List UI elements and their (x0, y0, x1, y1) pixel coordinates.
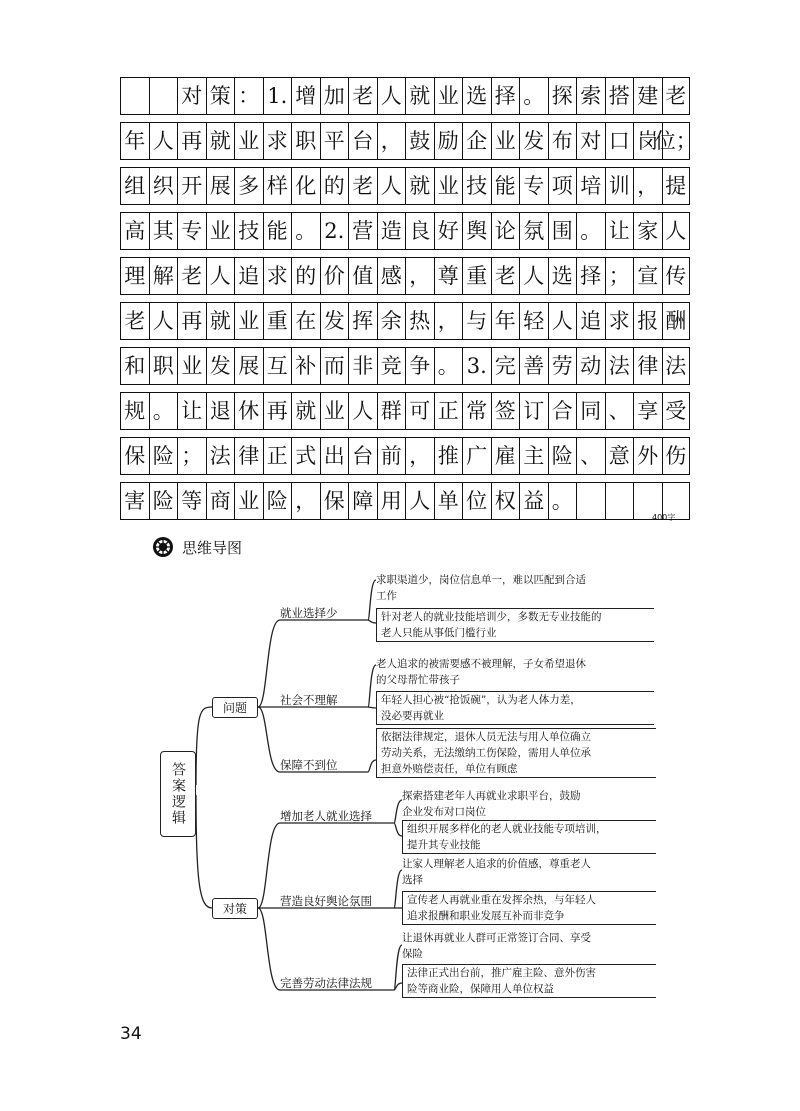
grid-cell: 就 (405, 167, 434, 205)
grid-cell: 化 (291, 167, 320, 205)
grid-cell: 平 (320, 122, 349, 160)
leaf-text (402, 964, 656, 998)
section-heading (152, 536, 242, 558)
word-count: 400字 (652, 513, 676, 522)
grid-cell: 正 (263, 437, 292, 475)
grid-cell: 好 (434, 212, 463, 250)
grid-cell: 休 (234, 392, 263, 430)
grid-cell: 选 (548, 257, 577, 295)
grid-cell: 权 (491, 482, 520, 520)
grid-cell: 感 (377, 257, 406, 295)
grid-cell: 法 (662, 347, 691, 385)
grid-cell: 追 (576, 302, 605, 340)
grid-cell: 非 (348, 347, 377, 385)
grid-cell: 3. (462, 347, 491, 385)
grid-cell: 训 (605, 167, 634, 205)
grid-cell: 论 (491, 212, 520, 250)
grid-cell: 动 (576, 347, 605, 385)
grid-row (120, 122, 697, 160)
grid-cell: 展 (206, 167, 235, 205)
grid-cell: ， (633, 167, 662, 205)
section-title: 思维导图 (182, 538, 243, 557)
leaf-line: 老人只能从事低门槛行业 (381, 627, 497, 639)
grid-cell: 再 (177, 302, 206, 340)
grid-cell: 老 (177, 257, 206, 295)
grid-cell: 群 (377, 392, 406, 430)
grid-cell: 热 (405, 302, 434, 340)
grid-cell: 前 (377, 437, 406, 475)
leaf-text (376, 572, 586, 604)
grid-cell: 业 (320, 392, 349, 430)
grid-row (120, 257, 690, 295)
grid-cell: 法 (605, 347, 634, 385)
grid-cell: 策 (206, 77, 235, 115)
grid-cell: 选 (462, 77, 491, 115)
grid-cell: 与 (462, 302, 491, 340)
grid-cell: 让 (177, 392, 206, 430)
grid-cell: 技 (462, 167, 491, 205)
grid-cell: 就 (206, 122, 235, 160)
grid-cell: 开 (177, 167, 206, 205)
grid-cell: 2. (320, 212, 349, 250)
grid-cell: 业 (434, 167, 463, 205)
grid-cell: 老 (662, 77, 691, 115)
grid-cell (120, 77, 149, 115)
grid-cell: 老 (348, 167, 377, 205)
branch-solution: 对策 (212, 898, 258, 919)
grid-cell: 酬 (662, 302, 691, 340)
mind-map (0, 560, 800, 1020)
grid-cell: 对 (576, 122, 605, 160)
grid-cell: ， (405, 257, 434, 295)
leaf-line: 企业发布对口岗位 (402, 806, 486, 818)
root-label: 答案逻辑 (170, 762, 186, 826)
grid-cell: 家 (633, 212, 662, 250)
grid-cell: 业 (234, 302, 263, 340)
grid-cell: 签 (491, 392, 520, 430)
grid-cell: 完 (491, 347, 520, 385)
leaf-line: 法律正式出台前，推广雇主险、意外伤害 (407, 967, 596, 979)
grid-cell: ， (434, 302, 463, 340)
grid-cell: 。 (519, 77, 548, 115)
grid-cell: 人 (149, 302, 178, 340)
root-node (160, 751, 196, 837)
grid-cell: 。 (291, 212, 320, 250)
connector-line (394, 870, 402, 908)
connector-line (394, 800, 402, 823)
sub-label: 完善劳动法律法规 (280, 976, 372, 990)
grid-cell: 布 (548, 122, 577, 160)
grid-cell: 专 (177, 212, 206, 250)
grid-cell: 法 (206, 437, 235, 475)
grid-cell: 常 (462, 392, 491, 430)
grid-cell: 规 (120, 392, 149, 430)
grid-cell: 人 (206, 257, 235, 295)
leaf-line: 依据法律规定，退休人员无法与用人单位确立 (381, 731, 591, 743)
grid-cell: 造 (377, 212, 406, 250)
grid-cell: 、 (576, 437, 605, 475)
grid-cell: 就 (206, 302, 235, 340)
grid-cell: ； (177, 437, 206, 475)
grid-cell: ； (605, 257, 634, 295)
grid-cell: 位 (462, 482, 491, 520)
grid-cell: 宣 (633, 257, 662, 295)
leaf-text (402, 930, 591, 962)
leaf-line: 探索搭建老年人再就业求职平台，鼓励 (402, 790, 581, 802)
grid-cell: 对 (177, 77, 206, 115)
leaf-text (376, 691, 654, 725)
grid-cell: 织 (149, 167, 178, 205)
grid-cell: 业 (206, 212, 235, 250)
grid-row (120, 77, 690, 115)
grid-cell: 1. (263, 77, 292, 115)
leaf-text (402, 856, 591, 888)
grid-cell: 组 (120, 167, 149, 205)
grid-cell: 提 (662, 167, 691, 205)
grid-cell: 就 (405, 77, 434, 115)
grid-cell: 良 (405, 212, 434, 250)
grid-cell: 求 (263, 257, 292, 295)
grid-cell: 等 (177, 482, 206, 520)
grid-cell: 出 (320, 437, 349, 475)
connector-line (368, 760, 376, 772)
leaf-line: 工作 (376, 590, 397, 602)
grid-cell: 台 (348, 437, 377, 475)
grid-cell: 重 (263, 302, 292, 340)
grid-cell: 可 (405, 392, 434, 430)
grid-cell: 展 (234, 347, 263, 385)
grid-cell: 鼓 (405, 122, 434, 160)
grid-cell: ， (405, 437, 434, 475)
grid-cell: 。 (548, 482, 577, 520)
connector-line (394, 823, 402, 836)
grid-cell: 。 (576, 212, 605, 250)
grid-cell: 追 (234, 257, 263, 295)
grid-cell: 建 (633, 77, 662, 115)
grid-cell: 保 (320, 482, 349, 520)
grid-cell: 探 (548, 77, 577, 115)
connector-line (196, 795, 212, 908)
grid-cell: 求 (263, 122, 292, 160)
leaf-line: 求职渠道少，岗位信息单一，难以匹配到合适 (376, 574, 586, 586)
grid-cell: 雇 (491, 437, 520, 475)
grid-cell: 人 (662, 212, 691, 250)
grid-cell: 传 (662, 257, 691, 295)
grid-cell: 能 (263, 212, 292, 250)
grid-cell: 报 (633, 302, 662, 340)
grid-cell (149, 77, 178, 115)
grid-row (120, 167, 690, 205)
leaf-line: 老人追求的被需要感不被理解，子女希望退休 (376, 658, 586, 670)
grid-cell: 人 (149, 122, 178, 160)
grid-cell: 余 (377, 302, 406, 340)
grid-cell: 享 (633, 392, 662, 430)
grid-cell: 意 (605, 437, 634, 475)
grid-cell: 挥 (348, 302, 377, 340)
grid-cell: 律 (633, 347, 662, 385)
leaf-line: 没必要再就业 (381, 710, 444, 722)
grid-cell: 再 (263, 392, 292, 430)
grid-cell: 发 (206, 347, 235, 385)
grid-cell: 商 (206, 482, 235, 520)
grid-cell: 价 (320, 257, 349, 295)
grid-cell: 发 (320, 302, 349, 340)
grid-cell: 的 (320, 167, 349, 205)
grid-cell: 搭 (605, 77, 634, 115)
grid-cell: 用 (377, 482, 406, 520)
grid-cell: ， (377, 122, 406, 160)
grid-cell: 劳 (548, 347, 577, 385)
grid-cell: 害 (120, 482, 149, 520)
grid-cell: 人 (377, 77, 406, 115)
leaf-line: 的父母帮忙带孩子 (376, 674, 460, 686)
grid-row (120, 437, 690, 475)
leaf-line: 让家人理解老人追求的价值感，尊重老人 (402, 858, 591, 870)
grid-cell: 推 (434, 437, 463, 475)
grid-cell: 险 (149, 437, 178, 475)
grid-cell: 老 (120, 302, 149, 340)
grid-cell: 订 (519, 392, 548, 430)
grid-cell: 职 (149, 347, 178, 385)
sub-label: 营造良好舆论氛围 (280, 894, 372, 908)
grid-cell: 发 (519, 122, 548, 160)
grid-cell: 正 (434, 392, 463, 430)
leaf-text (402, 820, 656, 854)
grid-cell: 择 (576, 257, 605, 295)
grid-cell: 业 (491, 122, 520, 160)
grid-row (120, 482, 690, 520)
grid-cell: 职 (291, 122, 320, 160)
grid-cell: 律 (234, 437, 263, 475)
grid-cell: 围 (548, 212, 577, 250)
grid-cell: 益 (519, 482, 548, 520)
grid-cell: 人 (548, 302, 577, 340)
grid-cell: 主 (519, 437, 548, 475)
grid-cell: 。 (149, 392, 178, 430)
leaf-line: 选择 (402, 874, 423, 886)
grid-cell: 而 (320, 347, 349, 385)
grid-cell: 障 (348, 482, 377, 520)
page-number: 34 (120, 1024, 142, 1044)
grid-cell: 让 (605, 212, 634, 250)
leaf-line: 保险 (402, 948, 423, 960)
grid-row (120, 347, 690, 385)
leaf-text (376, 608, 654, 642)
connector-line (368, 707, 376, 708)
connector-line (196, 707, 212, 785)
grid-cell: 人 (405, 482, 434, 520)
grid-cell (605, 482, 634, 520)
grid-cell: 择 (491, 77, 520, 115)
grid-cell: 单 (434, 482, 463, 520)
grid-cell: 外 (633, 437, 662, 475)
grid-cell: 解 (149, 257, 178, 295)
grid-cell: 年 (120, 122, 149, 160)
grid-cell: 年 (491, 302, 520, 340)
grid-cell: 项 (548, 167, 577, 205)
grid-cell: 尊 (434, 257, 463, 295)
grid-cell: 老 (348, 77, 377, 115)
leaf-text (376, 728, 656, 778)
leaf-line: 担意外赔偿责任，单位有顾虑 (381, 763, 518, 775)
grid-cell: 增 (291, 77, 320, 115)
grid-cell: 险 (149, 482, 178, 520)
leaf-line: 宣传老人再就业重在发挥余热，与年轻人 (407, 894, 596, 906)
grid-cell: 广 (462, 437, 491, 475)
grid-cell: 和 (120, 347, 149, 385)
grid-cell: 索 (576, 77, 605, 115)
grid-cell: ： (234, 77, 263, 115)
sub-label: 增加老人就业选择 (280, 809, 372, 823)
grid-cell: 伤 (662, 437, 691, 475)
grid-cell: 老 (491, 257, 520, 295)
grid-cell: 求 (605, 302, 634, 340)
leaf-line: 追求报酬和职业发展互补而非竞争 (407, 910, 565, 922)
leaf-line: 险等商业险，保障用人单位权益 (407, 983, 554, 995)
grid-cell: 合 (548, 392, 577, 430)
leaf-line: 针对老人的就业技能培训少，多数无专业技能的 (381, 611, 602, 623)
connector-line (368, 580, 376, 620)
grid-cell (576, 482, 605, 520)
grid-cell: 氛 (519, 212, 548, 250)
grid-cell: 再 (177, 122, 206, 160)
grid-cell: 高 (120, 212, 149, 250)
grid-cell: 位； (662, 122, 691, 160)
leaf-text (402, 788, 581, 820)
grid-cell: 舆 (462, 212, 491, 250)
grid-cell: 理 (120, 257, 149, 295)
grid-cell: 能 (491, 167, 520, 205)
grid-cell: 就 (291, 392, 320, 430)
grid-cell: 互 (263, 347, 292, 385)
leaf-line: 提升其专业技能 (407, 839, 481, 851)
grid-cell: 业 (177, 347, 206, 385)
grid-cell: 式 (291, 437, 320, 475)
grid-cell: 善 (519, 347, 548, 385)
grid-cell: 的 (291, 257, 320, 295)
grid-cell: 保 (120, 437, 149, 475)
grid-cell: 在 (291, 302, 320, 340)
grid-cell: 励 (434, 122, 463, 160)
grid-cell: 业 (234, 122, 263, 160)
mind-map-icon (152, 536, 174, 558)
grid-cell: 险 (548, 437, 577, 475)
grid-cell: 技 (234, 212, 263, 250)
grid-cell: 受 (662, 392, 691, 430)
grid-cell: 业 (234, 482, 263, 520)
grid-cell: 。 (434, 347, 463, 385)
branch-problem: 问题 (212, 697, 258, 718)
grid-cell: 口 (605, 122, 634, 160)
grid-cell: 险 (263, 482, 292, 520)
grid-cell: 其 (149, 212, 178, 250)
grid-cell: 重 (462, 257, 491, 295)
grid-cell: 人 (377, 167, 406, 205)
leaf-line: 年轻人担心被“抢饭碗”，认为老人体力差， (381, 694, 581, 706)
sub-label: 就业选择少 (280, 606, 338, 620)
leaf-line: 让退休再就业人群可正常签订合同、享受 (402, 932, 591, 944)
grid-cell: 企 (462, 122, 491, 160)
grid-cell: 加 (320, 77, 349, 115)
grid-cell: 多 (234, 167, 263, 205)
grid-cell: 同 (576, 392, 605, 430)
grid-row (120, 212, 690, 250)
grid-cell: 业 (434, 77, 463, 115)
grid-cell: ， (291, 482, 320, 520)
grid-cell: 轻 (519, 302, 548, 340)
connector-line (368, 620, 376, 623)
grid-row (120, 392, 690, 430)
grid-cell: 营 (348, 212, 377, 250)
grid-cell: 人 (519, 257, 548, 295)
leaf-line: 组织开展多样化的老人就业技能专项培训， (407, 823, 607, 835)
grid-cell: 退 (206, 392, 235, 430)
grid-cell: 竞 (377, 347, 406, 385)
grid-row (120, 302, 690, 340)
leaf-line: 劳动关系，无法缴纳工伤保险，需用人单位承 (381, 747, 591, 759)
grid-cell: 培 (576, 167, 605, 205)
grid-cell: 争 (405, 347, 434, 385)
grid-cell: 、 (605, 392, 634, 430)
leaf-text (402, 891, 656, 925)
leaf-text (376, 656, 586, 688)
grid-cell: 台 (348, 122, 377, 160)
connector-line (368, 665, 376, 707)
grid-cell: 值 (348, 257, 377, 295)
grid-cell: 人 (348, 392, 377, 430)
grid-cell: 补 (291, 347, 320, 385)
grid-cell: 岗 (633, 122, 662, 160)
grid-cell: 样 (263, 167, 292, 205)
sub-label: 保障不到位 (280, 758, 338, 772)
sub-label: 社会不理解 (280, 693, 338, 707)
grid-cell: 专 (519, 167, 548, 205)
